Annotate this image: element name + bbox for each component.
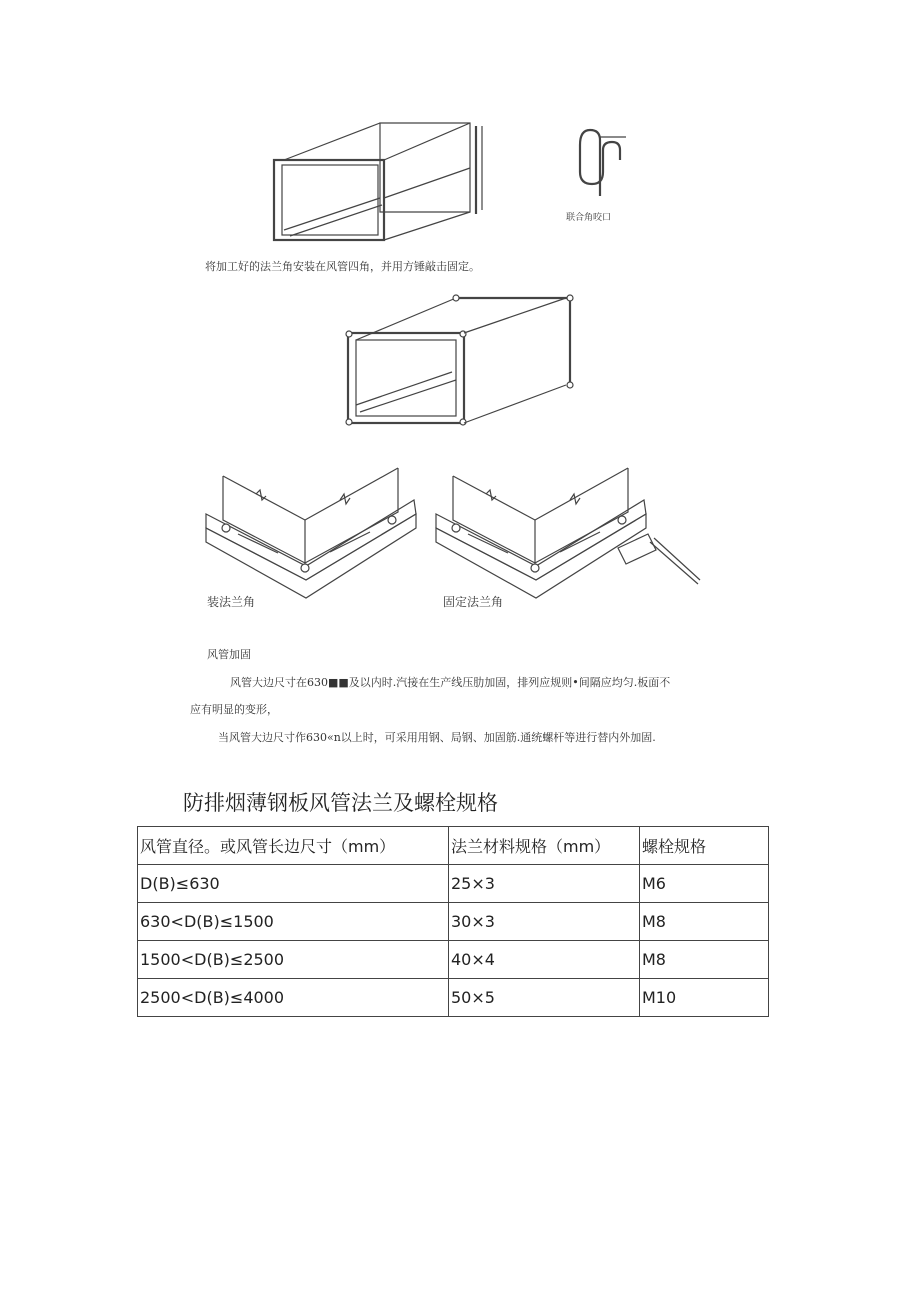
cell-flange-material: 50×5 [449, 979, 640, 1017]
header-duct-size: 风管直径。或风管长边尺寸（mm） [138, 827, 449, 865]
cell-duct-size: D(B)≤630 [138, 865, 449, 903]
paragraph-2: 当风管大边尺寸作630«n以上时，可采用用钢、局钢、加固筋.通统螺杆等进行替内外加固. [218, 731, 656, 744]
seam-detail-drawing [580, 130, 626, 196]
table-row [138, 979, 769, 1017]
cell-duct-size: 1500<D(B)≤2500 [138, 941, 449, 979]
cell-bolt-spec: M6 [640, 865, 769, 903]
cell-duct-size: 630<D(B)≤1500 [138, 903, 449, 941]
cell-bolt-spec: M10 [640, 979, 769, 1017]
table-title: 防排烟薄钢板风管法兰及螺栓规格 [183, 791, 498, 815]
paragraph-1-line-2: 应有明显的变形， [190, 703, 278, 716]
cell-flange-material: 40×4 [449, 941, 640, 979]
table-header-row [138, 827, 769, 865]
duct-1-drawing [274, 123, 482, 240]
flange-bolt-spec-table [137, 826, 769, 1017]
figure-1-caption: 将加工好的法兰角安装在风管四角，并用方锤敲击固定。 [205, 260, 480, 273]
cell-bolt-spec: M8 [640, 941, 769, 979]
install-flange-drawing [206, 468, 416, 598]
header-bolt-spec: 螺栓规格 [640, 827, 769, 865]
cell-flange-material: 30×3 [449, 903, 640, 941]
seam-detail-label: 联合角咬口 [566, 213, 612, 223]
install-flange-caption: 装法兰角 [207, 595, 256, 609]
table-row [138, 865, 769, 903]
header-flange-material: 法兰材料规格（mm） [449, 827, 640, 865]
fix-flange-drawing [436, 468, 700, 598]
duct-2-drawing [346, 295, 573, 425]
fix-flange-caption: 固定法兰角 [443, 595, 504, 609]
paragraph-1-line-1: 风管大边尺寸在630■■及以内时.汽接在生产线压肋加固，排列应规则•间隔应均匀.板面不 [230, 676, 671, 689]
cell-duct-size: 2500<D(B)≤4000 [138, 979, 449, 1017]
cell-flange-material: 25×3 [449, 865, 640, 903]
cell-bolt-spec: M8 [640, 903, 769, 941]
section-title: 风管加固 [207, 648, 251, 661]
table-row [138, 903, 769, 941]
table-row [138, 941, 769, 979]
